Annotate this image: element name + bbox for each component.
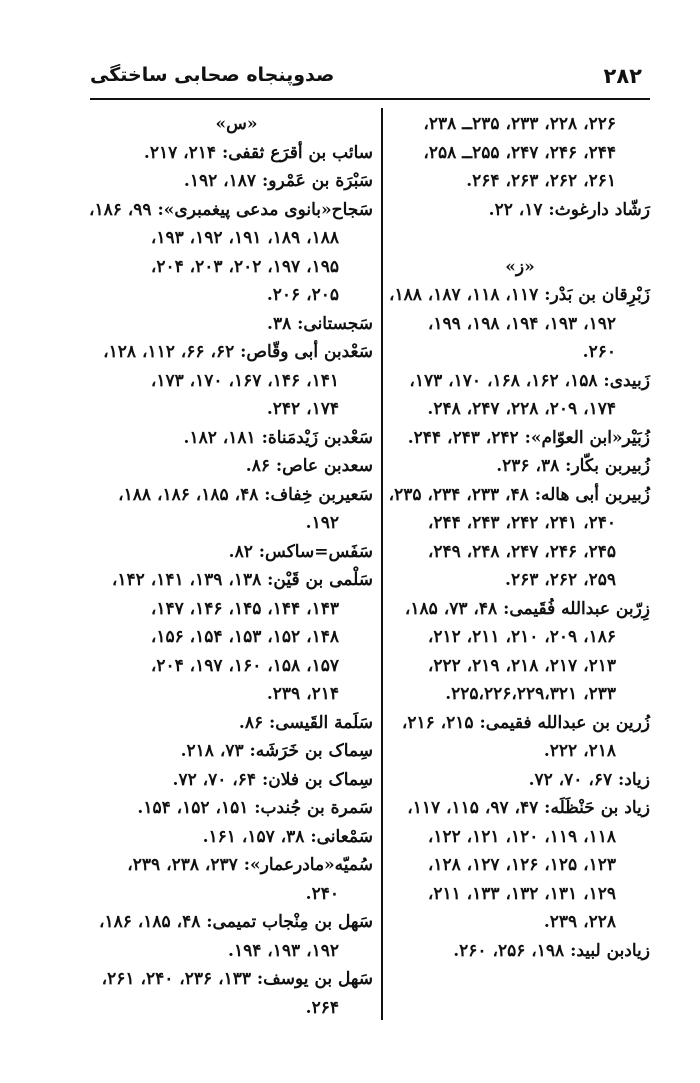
- index-entry-continuation: ۲۰۵، ۲۰۶.: [266, 285, 339, 305]
- page-header: [90, 52, 650, 92]
- index-column-left: [88, 110, 373, 1022]
- index-entry: سَمرة بن جُندب: ۱۵۱، ۱۵۲، ۱۵۴.: [137, 798, 373, 818]
- index-entry-continuation: ۲۶۱، ۲۶۲، ۲۶۳، ۲۶۴.: [466, 171, 616, 191]
- index-entry-continuation: ۱۴۸، ۱۵۲، ۱۵۳، ۱۵۴، ۱۵۶،: [150, 627, 339, 647]
- index-entry: سَهل بن یوسف: ۱۳۳، ۲۳۶، ۲۴۰، ۲۶۱،: [101, 969, 373, 989]
- index-column-right: [390, 110, 650, 965]
- index-entry-continuation: ۱۹۲.: [305, 513, 339, 533]
- index-entry-continuation: ۲۱۳، ۲۱۷، ۲۱۸، ۲۱۹، ۲۲۲،: [427, 655, 616, 676]
- index-entry-continuation: ۱۸۶، ۲۰۹، ۲۱۰، ۲۱۱، ۲۱۲،: [427, 627, 616, 647]
- index-entry-continuation: ۲۴۵، ۲۴۶، ۲۴۷، ۲۴۸، ۲۴۹،: [427, 541, 616, 562]
- index-entry: زیادبن لبید: ۱۹۸، ۲۵۶، ۲۶۰.: [453, 940, 650, 961]
- index-entry: زَبیدی: ۱۵۸، ۱۶۲، ۱۶۸، ۱۷۰، ۱۷۳،: [409, 370, 650, 391]
- index-entry: زُبیربن أبی هاله: ۴۸، ۲۳۳، ۲۳۴، ۲۳۵،: [388, 484, 650, 505]
- index-entry-continuation: ۱۷۴، ۲۰۹، ۲۲۸، ۲۴۷، ۲۴۸.: [427, 399, 616, 419]
- index-entry-continuation: ۲۲۶، ۲۲۸، ۲۳۳، ۲۳۵ــ ۲۳۸،: [423, 114, 616, 134]
- page-number: ۲۸۲: [603, 64, 642, 88]
- column-divider: [381, 108, 383, 1020]
- index-entry-continuation: ۱۱۸، ۱۱۹، ۱۲۰، ۱۲۱، ۱۲۲،: [427, 826, 616, 847]
- index-entry: زیاد: ۶۷، ۷۰، ۷۲.: [528, 769, 650, 790]
- index-entry-continuation: ۱۹۲، ۱۹۳، ۱۹۴.: [228, 940, 339, 961]
- index-entry: سَعیربن خِفاف: ۴۸، ۱۸۵، ۱۸۶، ۱۸۸،: [118, 484, 373, 505]
- index-entry: زُرین بن عبدالله فقیمی: ۲۱۵، ۲۱۶،: [401, 712, 650, 733]
- index-entry-continuation: ۱۴۳، ۱۴۴، ۱۴۵، ۱۴۶، ۱۴۷،: [150, 598, 339, 619]
- index-entry-continuation: ۲۵۹، ۲۶۲، ۲۶۳.: [505, 570, 616, 590]
- index-entry: سُمیّه«مادرعمار»: ۲۳۷، ۲۳۸، ۲۳۹،: [127, 855, 373, 875]
- index-entry: زُبیربن بکّار: ۳۸، ۲۳۶.: [496, 456, 650, 476]
- index-entry-continuation: ۱۸۸، ۱۸۹، ۱۹۱، ۱۹۲، ۱۹۳،: [150, 228, 339, 248]
- index-entry: سَعْدبن أبی وقّاص: ۶۲، ۶۶، ۱۱۲، ۱۲۸،: [103, 342, 373, 362]
- index-entry-continuation: ۲۴۰، ۲۴۱، ۲۴۲، ۲۴۳، ۲۴۴،: [427, 513, 616, 533]
- index-entry-continuation: ۱۵۷، ۱۵۸، ۱۶۰، ۱۹۷، ۲۰۴،: [150, 655, 339, 676]
- index-entry-continuation: ۲۳۳، ۲۲۵،۲۲۶،۲۲۹،۳۲۱.: [445, 684, 616, 704]
- index-entry: زُبَیْر«ابن العوّام»: ۲۴۲، ۲۴۳، ۲۴۴.: [407, 427, 650, 448]
- header-rule: [90, 98, 650, 100]
- index-entry-continuation: ۲۶۴.: [305, 997, 339, 1018]
- index-entry: سِماک بن خَرَشَه: ۷۳، ۲۱۸.: [180, 741, 373, 761]
- section-letter-heading: «ز»: [505, 256, 535, 277]
- index-entry-continuation: ۱۹۲، ۱۹۳، ۱۹۴، ۱۹۸، ۱۹۹،: [427, 313, 616, 334]
- index-entry: سعدبن عاص: ۸۶.: [245, 456, 373, 476]
- index-entry-continuation: ۱۲۹، ۱۳۱، ۱۳۲، ۱۳۳، ۲۱۱،: [427, 883, 616, 904]
- index-entry-continuation: ۱۴۱، ۱۴۶، ۱۶۷، ۱۷۰، ۱۷۳،: [150, 370, 339, 391]
- index-entry: سَمْعانی: ۳۸، ۱۵۷، ۱۶۱.: [202, 826, 373, 847]
- index-entry: زِرّبن عبدالله فُقَیمی: ۴۸، ۷۳، ۱۸۵،: [404, 598, 650, 619]
- index-entry-continuation: ۲۱۸، ۲۲۲.: [543, 741, 616, 761]
- index-entry-continuation: ۲۴۰.: [305, 883, 339, 904]
- index-entry: زَبْرِقان بن بَدْر: ۱۱۷، ۱۱۸، ۱۸۷، ۱۸۸،: [388, 285, 650, 305]
- running-title: صدوپنجاه صحابی ساختگی: [90, 64, 335, 86]
- index-entry-continuation: ۱۲۳، ۱۲۵، ۱۲۶، ۱۲۷، ۱۲۸،: [427, 855, 616, 875]
- index-entry-continuation: ۲۶۰.: [582, 342, 616, 362]
- index-entry: سَعْدبن زَیْدمَناة: ۱۸۱، ۱۸۲.: [183, 427, 373, 448]
- index-entry: سَجستانی: ۳۸.: [267, 313, 373, 334]
- index-entry: سَفَس=ساکس: ۸۲.: [228, 541, 373, 562]
- section-letter-heading: «س»: [215, 114, 258, 134]
- index-entry: رَشّاد دارغوث: ۱۷، ۲۲.: [488, 199, 650, 220]
- index-entry: سَهل بن مِنْجاب تمیمی: ۴۸، ۱۸۵، ۱۸۶،: [98, 912, 373, 932]
- index-entry: زیاد بن حَنْظَلَه: ۴۷، ۹۷، ۱۱۵، ۱۱۷،: [407, 798, 650, 818]
- index-entry: سَجاح«بانوی مدعی پیغمبری»: ۹۹، ۱۸۶،: [88, 199, 373, 220]
- index-entry-continuation: ۱۹۵، ۱۹۷، ۲۰۲، ۲۰۳، ۲۰۴،: [150, 256, 339, 277]
- index-entry: سَلْمی بن قَیْن: ۱۳۸، ۱۳۹، ۱۴۱، ۱۴۲،: [111, 570, 373, 590]
- index-entry: سَبْرَة بن عَمْرو: ۱۸۷، ۱۹۲.: [183, 171, 373, 191]
- index-entry: سَلَمة القَیسی: ۸۶.: [238, 712, 373, 733]
- index-entry-continuation: ۲۱۴، ۲۳۹.: [266, 684, 339, 704]
- index-entry-continuation: ۲۴۴، ۲۴۶، ۲۴۷، ۲۵۵ــ ۲۵۸،: [423, 142, 616, 163]
- index-entry: سِماک بن فلان: ۶۴، ۷۰، ۷۲.: [172, 769, 373, 790]
- blank-line: [390, 224, 650, 253]
- index-entry: سائب بن أقرَع ثقفی: ۲۱۴، ۲۱۷.: [143, 142, 373, 163]
- index-entry-continuation: ۲۲۸، ۲۳۹.: [543, 912, 616, 932]
- index-entry-continuation: ۱۷۴، ۲۴۲.: [266, 399, 339, 419]
